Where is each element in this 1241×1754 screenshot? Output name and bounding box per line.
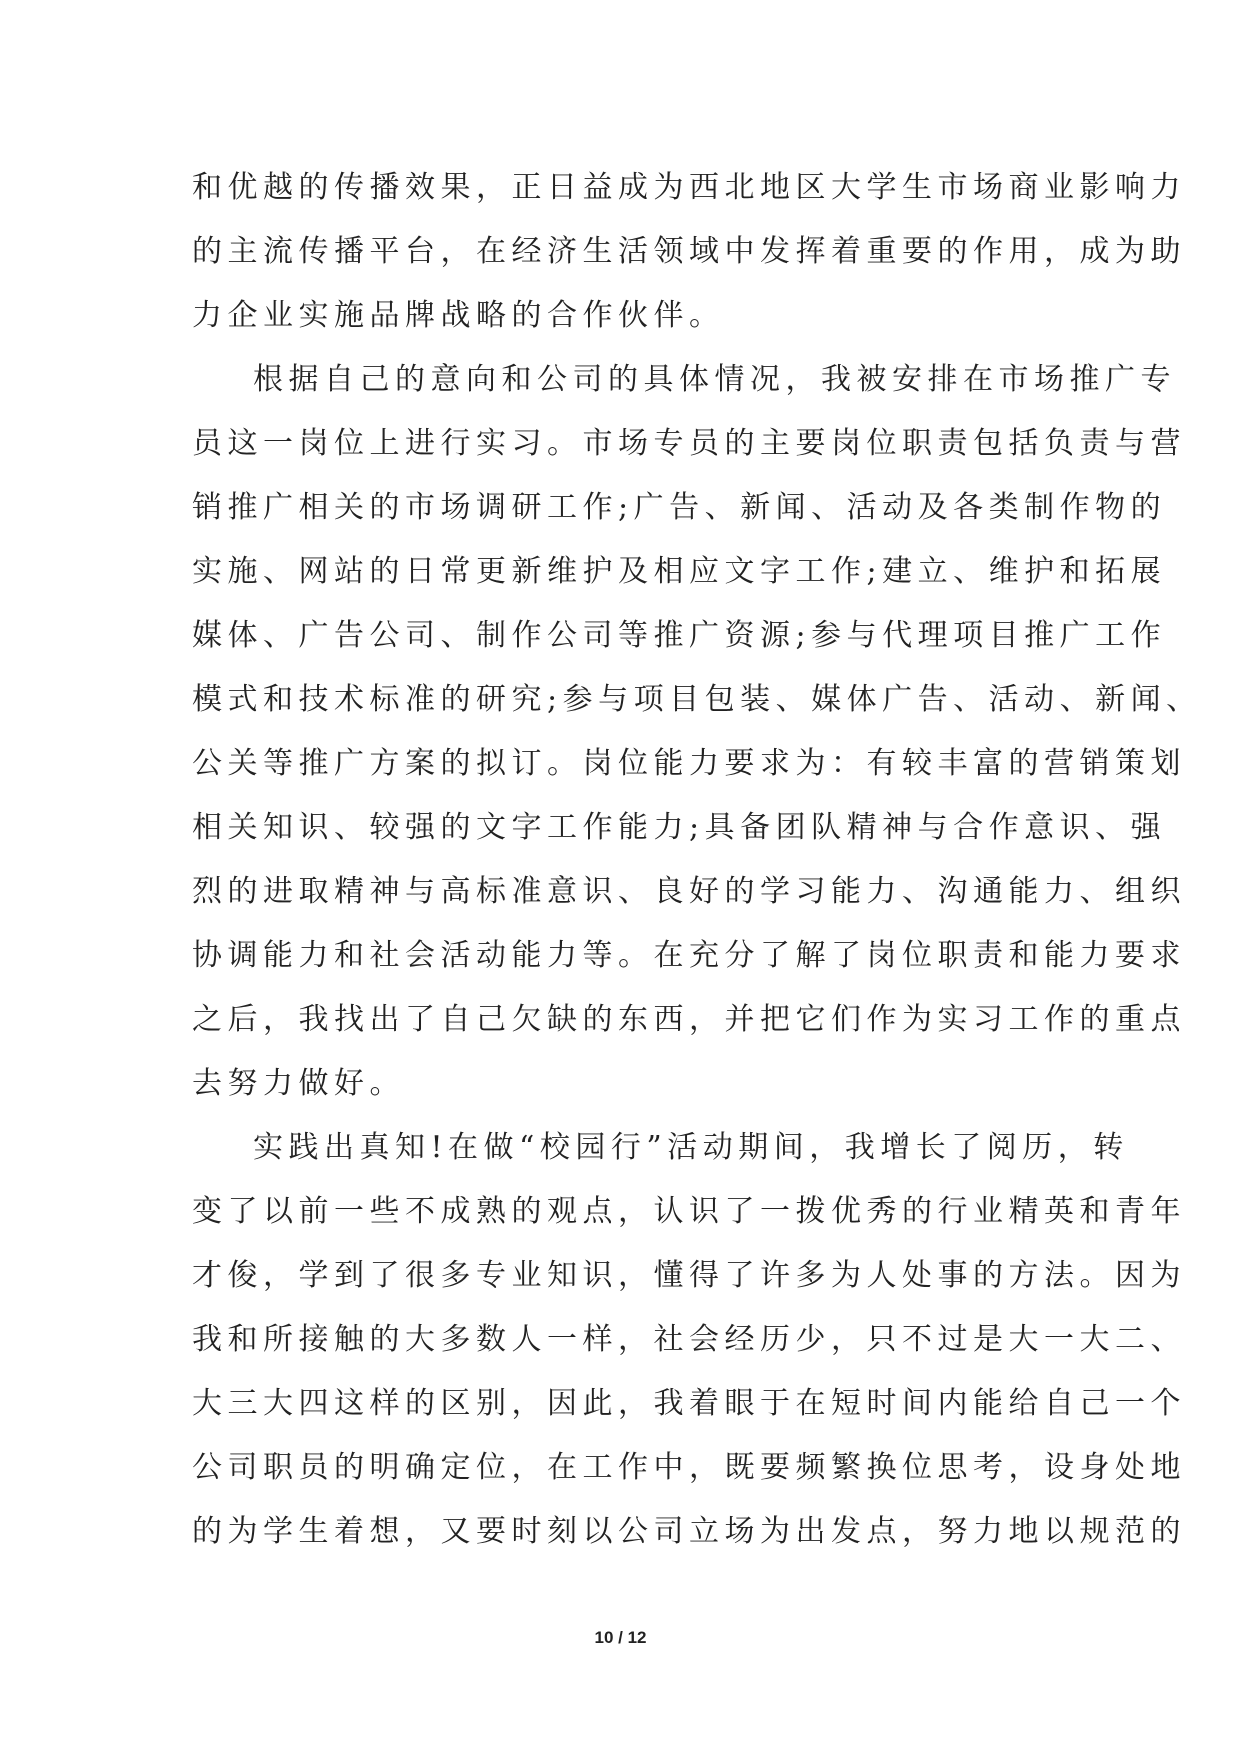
- body-text: [192, 156, 1202, 1564]
- text-line: 去努力做好。: [192, 1066, 405, 1101]
- text-line: 变了以前一些不成熟的观点，认识了一拨优秀的行业精英和青年: [192, 1194, 1186, 1229]
- page-number: 10 / 12: [594, 1628, 647, 1647]
- text-line: 大三大四这样的区别，因此，我着眼于在短时间内能给自己一个: [192, 1386, 1186, 1421]
- text-line: 相关知识、较强的文字工作能力;具备团队精神与合作意识、强: [192, 810, 1167, 845]
- paragraph: [192, 156, 1186, 348]
- text-line: 烈的进取精神与高标准意识、良好的学习能力、沟通能力、组织: [192, 874, 1186, 909]
- text-line: 公司职员的明确定位，在工作中，既要频繁换位思考，设身处地: [192, 1450, 1186, 1485]
- text-line: 和优越的传播效果，正日益成为西北地区大学生市场商业影响力: [192, 170, 1186, 205]
- text-line: 根据自己的意向和公司的具体情况，我被安排在市场推广专: [253, 362, 1176, 397]
- text-line: 力企业实施品牌战略的合作伙伴。: [192, 298, 725, 333]
- text-line: 才俊，学到了很多专业知识，懂得了许多为人处事的方法。因为: [192, 1258, 1186, 1293]
- text-line: 媒体、广告公司、制作公司等推广资源;参与代理项目推广工作: [192, 618, 1167, 653]
- text-line: 的主流传播平台，在经济生活领域中发挥着重要的作用，成为助: [192, 234, 1186, 269]
- text-line: 模式和技术标准的研究;参与项目包装、媒体广告、活动、新闻、: [192, 682, 1202, 717]
- text-line: 实施、网站的日常更新维护及相应文字工作;建立、维护和拓展: [192, 554, 1167, 589]
- text-line: 的为学生着想，又要时刻以公司立场为出发点，努力地以规范的: [192, 1514, 1186, 1549]
- paragraph: [192, 348, 1202, 1116]
- text-line: 员这一岗位上进行实习。市场专员的主要岗位职责包括负责与营: [192, 426, 1186, 461]
- text-line: 实践出真知!在做“校园行”活动期间，我增长了阅历，转: [253, 1130, 1129, 1165]
- text-line: 公关等推广方案的拟订。岗位能力要求为：有较丰富的营销策划: [192, 746, 1186, 781]
- paragraph: [192, 1116, 1186, 1564]
- text-line: 我和所接触的大多数人一样，社会经历少，只不过是大一大二、: [192, 1322, 1186, 1357]
- text-line: 协调能力和社会活动能力等。在充分了解了岗位职责和能力要求: [192, 938, 1186, 973]
- text-line: 销推广相关的市场调研工作;广告、新闻、活动及各类制作物的: [192, 490, 1167, 525]
- text-line: 之后，我找出了自己欠缺的东西，并把它们作为实习工作的重点: [192, 1002, 1186, 1037]
